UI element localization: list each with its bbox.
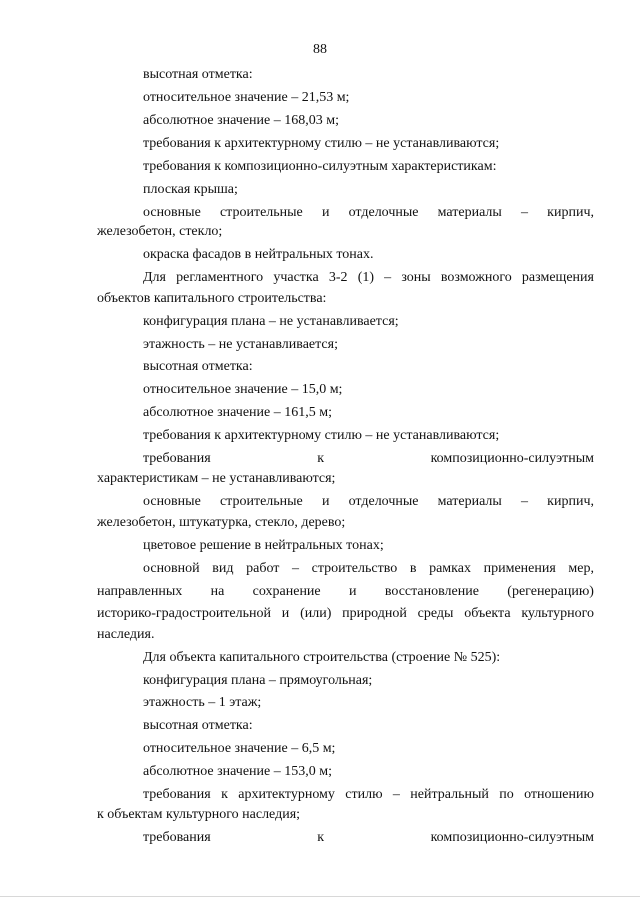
word: кирпич, (547, 205, 594, 220)
word: участка (273, 270, 319, 285)
word: требования (143, 451, 211, 466)
word: (или) (300, 606, 332, 621)
text-line-2: относительное значение – 21,53 м; (143, 90, 350, 105)
word: историко-градостроительной (97, 606, 271, 621)
text-line-27: Для объекта капитального строительства (строение № 525): (143, 650, 501, 665)
word: и (321, 205, 330, 220)
text-line-8: железобетон, стекло; (97, 224, 223, 239)
word: зоны (401, 270, 431, 285)
text-line-15: относительное значение – 15,0 м; (143, 382, 343, 397)
word: – (384, 270, 392, 285)
word: работ (246, 561, 280, 576)
text-line-22: цветовое решение в нейтральных тонах; (143, 538, 384, 553)
text-line-19: характеристикам – не устанавливаются; (97, 471, 336, 486)
word: (регенерацию) (507, 584, 594, 599)
text-line-25 (97, 605, 594, 623)
word: строительные (219, 205, 303, 220)
word: сохранение (252, 584, 321, 599)
word: среды (417, 606, 454, 621)
text-line-9: окраска фасадов в нейтральных тонах. (143, 247, 374, 262)
word: восстановление (384, 584, 479, 599)
word: – (521, 494, 528, 509)
word: материалы (437, 205, 502, 220)
text-line-14: высотная отметка: (143, 359, 253, 374)
text-line-10 (143, 269, 594, 287)
text-line-28: конфигурация плана – прямоугольная; (143, 673, 373, 688)
word: объекта (464, 606, 511, 621)
word: отношению (524, 787, 594, 802)
word: отделочные (348, 205, 419, 220)
word: природной (342, 606, 407, 621)
word: вид (212, 561, 234, 576)
text-line-1: высотная отметка: (143, 67, 253, 82)
word: к (221, 787, 228, 802)
text-line-30: высотная отметка: (143, 718, 253, 733)
text-line-29: этажность – 1 этаж; (143, 695, 262, 710)
text-line-21: железобетон, штукатурка, стекло, дерево; (97, 515, 346, 530)
word: культурного (521, 606, 594, 621)
word: – (292, 561, 300, 576)
word: 3-2 (328, 270, 348, 285)
text-line-34: к объектам культурного наследия; (97, 807, 301, 822)
word: композиционно-силуэтным (430, 830, 594, 845)
text-line-5: требования к композиционно-силуэтным характеристикам: (143, 159, 497, 174)
word: направленных (97, 584, 183, 599)
word: применения (483, 561, 556, 576)
text-line-33 (143, 786, 594, 804)
word: – (521, 205, 528, 220)
word: возможного (440, 270, 512, 285)
text-line-26: наследия. (97, 627, 155, 642)
text-line-23 (143, 560, 594, 578)
word: композиционно-силуэтным (430, 451, 594, 466)
text-line-13: этажность – не устанавливается; (143, 337, 338, 352)
page-bottom-edge (0, 896, 640, 897)
word: и (281, 606, 290, 621)
word: мер, (568, 561, 594, 576)
word: по (499, 787, 514, 802)
text-line-18 (143, 450, 594, 468)
text-line-16: абсолютное значение – 161,5 м; (143, 405, 332, 420)
word: и (321, 494, 330, 509)
text-line-24 (97, 583, 594, 601)
word: строительство (311, 561, 398, 576)
text-line-35 (143, 829, 594, 847)
word: основной (143, 561, 200, 576)
text-line-31: относительное значение – 6,5 м; (143, 741, 336, 756)
word: и (348, 584, 357, 599)
word: требования (143, 787, 211, 802)
page-number: 88 (313, 42, 327, 57)
word: к (317, 451, 325, 466)
word: – (392, 787, 400, 802)
text-line-11: объектов капитального строительства: (97, 291, 327, 306)
text-line-17: требования к архитектурному стилю – не устанавливаются; (143, 428, 500, 443)
word: нейтральный (410, 787, 489, 802)
word: Для (143, 270, 166, 285)
word: рамках (429, 561, 471, 576)
word: размещения (521, 270, 594, 285)
word: регламентного (176, 270, 264, 285)
word: архитектурному (238, 787, 335, 802)
word: в (409, 561, 417, 576)
text-line-12: конфигурация плана – не устанавливается; (143, 314, 399, 329)
word: основные (143, 205, 201, 220)
text-line-3: абсолютное значение – 168,03 м; (143, 113, 339, 128)
text-line-6: плоская крыша; (143, 182, 238, 197)
word: строительные (219, 494, 303, 509)
text-line-20 (143, 493, 594, 511)
word: кирпич, (547, 494, 594, 509)
word: (1) (357, 270, 375, 285)
word: на (210, 584, 225, 599)
word: основные (143, 494, 201, 509)
text-line-32: абсолютное значение – 153,0 м; (143, 764, 332, 779)
word: отделочные (348, 494, 419, 509)
word: к (317, 830, 325, 845)
text-line-4: требования к архитектурному стилю – не устанавливаются; (143, 136, 500, 151)
word: требования (143, 830, 211, 845)
text-line-7 (143, 204, 594, 222)
word: стилю (345, 787, 383, 802)
word: материалы (437, 494, 502, 509)
